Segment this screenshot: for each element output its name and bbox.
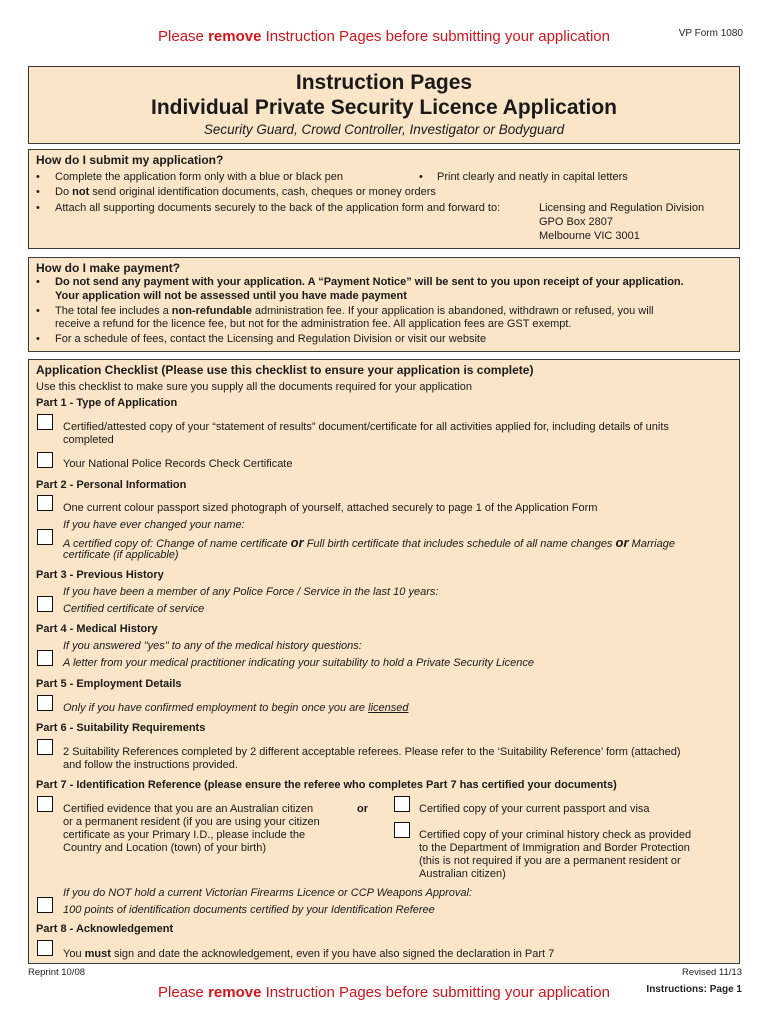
banner-text: Please xyxy=(158,28,209,45)
checklist-item-text: 100 points of identification documents certified by your Identification Referee xyxy=(63,904,435,916)
part-heading: Part 6 - Suitability Requirements xyxy=(36,722,206,734)
checklist-item-text: Country and Location (town) of your birth) xyxy=(63,842,266,854)
instruction-text: Your application will not be assessed until you have made payment xyxy=(55,290,407,302)
checklist-condition: If you do NOT hold a current Victorian Firearms Licence or CCP Weapons Approval: xyxy=(63,887,473,899)
checklist-item-text: Only if you have confirmed employment to begin once you are licensed xyxy=(63,702,409,714)
checkbox-statement-of-results[interactable] xyxy=(37,414,53,430)
checklist-item-text: or a permanent resident (if you are using your citizen xyxy=(63,816,320,828)
checklist-item-text: One current colour passport sized photograph of yourself, attached securely to page 1 of the Application Form xyxy=(63,502,598,514)
checkbox-passport-photo[interactable] xyxy=(37,495,53,511)
checklist-intro: Use this checklist to make sure you supply all the documents required for your application xyxy=(36,381,472,393)
application-checklist xyxy=(28,359,740,964)
banner-text: Instruction Pages before submitting your application xyxy=(261,28,610,45)
checkbox-criminal-history[interactable] xyxy=(394,822,410,838)
checklist-item-text: and follow the instructions provided. xyxy=(63,759,238,771)
checklist-item-text: A certified copy of: Change of name certificate or Full birth certificate that includes schedule of all name changes or Marriage xyxy=(63,535,675,550)
checklist-item-text: certificate (if applicable) xyxy=(63,549,179,561)
instruction-text: For a schedule of fees, contact the Licensing and Regulation Division or visit our website xyxy=(55,333,487,345)
checklist-heading: Application Checklist (Please use this checklist to ensure your application is complete) xyxy=(36,363,534,377)
page-title: Instruction Pages xyxy=(295,71,473,94)
part-heading: Part 8 - Acknowledgement xyxy=(36,923,174,935)
submit-section xyxy=(28,149,740,249)
checklist-condition: If you answered "yes" to any of the medical history questions: xyxy=(63,640,362,652)
instruction-text: receive a refund for the licence fee, but not for the administration fee. All application fees are GST exempt. xyxy=(55,318,572,330)
remove-pages-notice-bottom xyxy=(0,984,768,1001)
banner-text: Please xyxy=(158,984,209,1001)
checkbox-medical-letter[interactable] xyxy=(37,650,53,666)
instruction-text: Do not send original identification documents, cash, cheques or money orders xyxy=(55,186,436,198)
mailing-address: GPO Box 2807 xyxy=(539,216,613,228)
checklist-item-text: to the Department of Immigration and Border Protection xyxy=(419,842,690,854)
checklist-item-text: completed xyxy=(63,434,114,446)
checkbox-police-check[interactable] xyxy=(37,452,53,468)
bullet-icon: • xyxy=(36,276,40,288)
checkbox-citizenship-evidence[interactable] xyxy=(37,796,53,812)
bullet-icon: • xyxy=(36,305,40,317)
checkbox-acknowledgement[interactable] xyxy=(37,940,53,956)
bullet-icon: • xyxy=(36,186,40,198)
instruction-text: Attach all supporting documents securely to the back of the application form and forward to: xyxy=(55,202,501,214)
checklist-item-text: Certified copy of your current passport and visa xyxy=(419,803,650,815)
checkbox-100-points-id[interactable] xyxy=(37,897,53,913)
part-heading: Part 1 - Type of Application xyxy=(36,397,178,409)
payment-section xyxy=(28,257,740,352)
bullet-icon: • xyxy=(419,171,423,183)
banner-text: Instruction Pages before submitting your application xyxy=(261,984,610,1001)
checklist-condition: If you have ever changed your name: xyxy=(63,519,245,531)
banner-emphasis: remove xyxy=(208,984,262,1001)
checklist-item-text: Your National Police Records Check Certificate xyxy=(63,458,293,470)
mailing-address: Melbourne VIC 3001 xyxy=(539,230,640,242)
checklist-item-text: Australian citizen) xyxy=(419,868,506,880)
remove-pages-notice-top xyxy=(0,28,768,45)
checklist-item-text: Certified evidence that you are an Australian citizen xyxy=(63,803,314,815)
checklist-item-text: certificate as your Primary I.D., please include the xyxy=(63,829,306,841)
bullet-icon: • xyxy=(36,171,40,183)
part-heading: Part 4 - Medical History xyxy=(36,623,158,635)
instruction-text: Do not send any payment with your application. A “Payment Notice” will be sent to you upon receipt of your application. xyxy=(55,276,684,288)
checklist-item-text: Certified/attested copy of your “statement of results” document/certificate for all activities applied for, including details of units xyxy=(63,421,669,433)
checklist-item-text: 2 Suitability References completed by 2 different acceptable referees. Please refer to the ‘Suitability Reference’ form (attached) xyxy=(63,746,681,758)
mailing-address: Licensing and Regulation Division xyxy=(539,202,705,214)
checklist-item-text: You must sign and date the acknowledgement, even if you have also signed the declaration in Part 7 xyxy=(63,948,555,960)
bullet-icon: • xyxy=(36,202,40,214)
licence-types: Security Guard, Crowd Controller, Investigator or Bodyguard xyxy=(203,122,565,137)
part-heading: Part 2 - Personal Information xyxy=(36,479,187,491)
section-heading: How do I submit my application? xyxy=(36,153,224,167)
revised-date: Revised 11/13 xyxy=(681,967,742,978)
form-number: VP Form 1080 xyxy=(678,28,743,39)
or-separator: or xyxy=(357,803,368,815)
banner-emphasis: remove xyxy=(208,28,262,45)
instruction-text: Print clearly and neatly in capital letters xyxy=(437,171,628,183)
title-box xyxy=(28,66,740,144)
checkbox-name-change[interactable] xyxy=(37,529,53,545)
part-heading: Part 3 - Previous History xyxy=(36,569,164,581)
checklist-condition: If you have been a member of any Police Force / Service in the last 10 years: xyxy=(63,586,439,598)
checkbox-employment[interactable] xyxy=(37,695,53,711)
checklist-item-text: Certified copy of your criminal history check as provided xyxy=(419,829,692,841)
checklist-item-text: A letter from your medical practitioner indicating your suitability to hold a Private Security Licence xyxy=(63,657,534,669)
checklist-item-text: (this is not required if you are a permanent resident or xyxy=(419,855,681,867)
page-number: Instructions: Page 1 xyxy=(646,984,742,995)
reprint-date: Reprint 10/08 xyxy=(28,967,86,978)
checkbox-suitability-references[interactable] xyxy=(37,739,53,755)
part-heading: Part 5 - Employment Details xyxy=(36,678,182,690)
instruction-text: The total fee includes a non-refundable administration fee. If your application is abandoned, withdrawn or refused, you will xyxy=(55,305,654,317)
checkbox-passport-visa[interactable] xyxy=(394,796,410,812)
bullet-icon: • xyxy=(36,333,40,345)
checklist-item-text: Certified certificate of service xyxy=(63,603,205,615)
section-heading: How do I make payment? xyxy=(36,261,181,275)
page-subtitle: Individual Private Security Licence Application xyxy=(150,96,618,119)
part-heading: Part 7 - Identification Reference (please ensure the referee who completes Part 7 has certified your documents) xyxy=(36,779,617,791)
instruction-text: Complete the application form only with a blue or black pen xyxy=(55,171,343,183)
checkbox-service-certificate[interactable] xyxy=(37,596,53,612)
